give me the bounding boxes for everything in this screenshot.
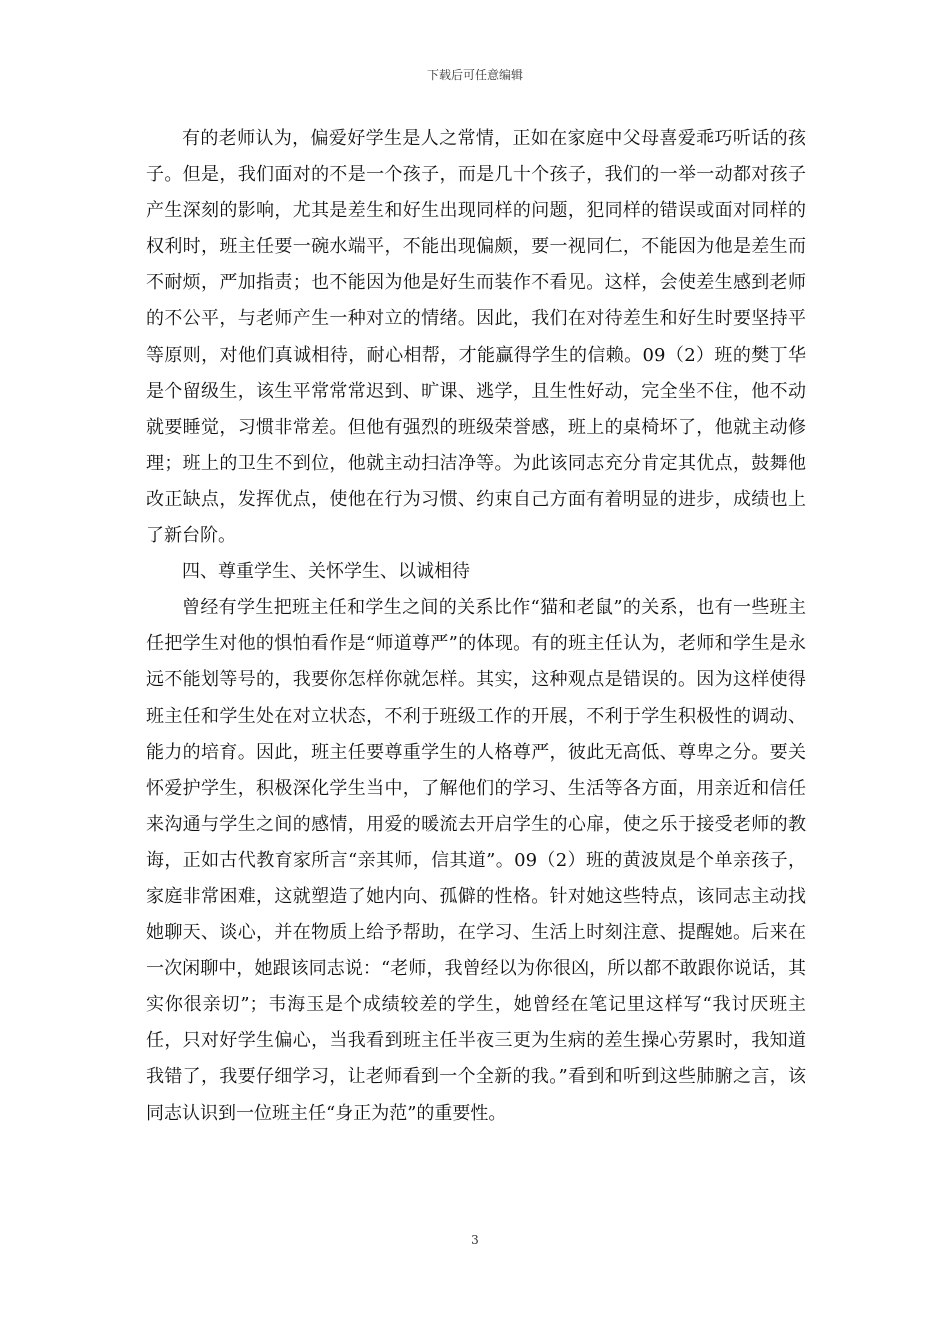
paragraph-equal-treatment: 有的老师认为，偏爱好学生是人之常情，正如在家庭中父母喜爱乖巧听话的孩子。但是，我们面对的不是一个孩子，而是几十个孩子，我们的一举一动都对孩子产生深刻的影响，尤其是差生和好生出现同样的问题，犯同样的错误或面对同样的权利时，班主任要一碗水端平，不能出现偏颇，要一视同仁，不能因为他是差生而不耐烦，严加指责；也不能因为他是好生而装作不看见。这样，会使差生感到老师的不公平，与老师产生一种对立的情绪。因此，我们在对待差生和好生时要坚持平等原则，对他们真诚相待，耐心相帮，才能赢得学生的信赖。09（2）班的樊丁华是个留级生，该生平常常常迟到、旷课、逃学，且生性好动，完全坐不住，他不动就要睡觉，习惯非常差。但他有强烈的班级荣誉感，班上的桌椅坏了，他就主动修理；班上的卫生不到位，他就主动扫洁净等。为此该同志充分肯定其优点，鼓舞他改正缺点，发挥优点，使他在行为习惯、约束自己方面有着明显的进步，成绩也上了新台阶。 — [146, 128, 806, 547]
section-heading: 四、尊重学生、关怀学生、以诚相待 — [182, 561, 470, 583]
page-header: 下载后可任意编辑 — [426, 68, 523, 82]
paragraph-respect-students: 曾经有学生把班主任和学生之间的关系比作“猫和老鼠”的关系，也有一些班主任把学生对他的惧怕看作是“师道尊严”的体现。有的班主任认为，老师和学生是永远不能划等号的，我要你怎样你就怎样。其实，这种观点是错误的。因为这样使得班主任和学生处在对立状态，不利于班级工作的开展，不利于学生积极性的调动、能力的培育。因此，班主任要尊重学生的人格尊严，彼此无高低、尊卑之分。要关怀爱护学生，积极深化学生当中，了解他们的学习、生活等各方面，用亲近和信任来沟通与学生之间的感情，用爱的暖流去开启学生的心扉，使之乐于接受老师的教诲，正如古代教育家所言“亲其师，信其道”。09（2）班的黄波岚是个单亲孩子，家庭非常困难，这就塑造了她内向、孤僻的性格。针对她这些特点，该同志主动找她聊天、谈心，并在物质上给予帮助，在学习、生活上时刻注意、提醒她。后来在一次闲聊中，她跟该同志说：“老师，我曾经以为你很凶，所以都不敢跟你说话，其实你很亲切”；韦海玉是个成绩较差的学生，她曾经在笔记里这样写“我讨厌班主任，只对好学生偏心，当我看到班主任半夜三更为生病的差生操心劳累时，我知道我错了，我要仔细学习，让老师看到一个全新的我。”看到和听到这些肺腑之言，该同志认识到一位班主任“身正为范”的重要性。 — [146, 597, 806, 1124]
document-body — [146, 121, 806, 1132]
page-number: 3 — [471, 1233, 479, 1247]
